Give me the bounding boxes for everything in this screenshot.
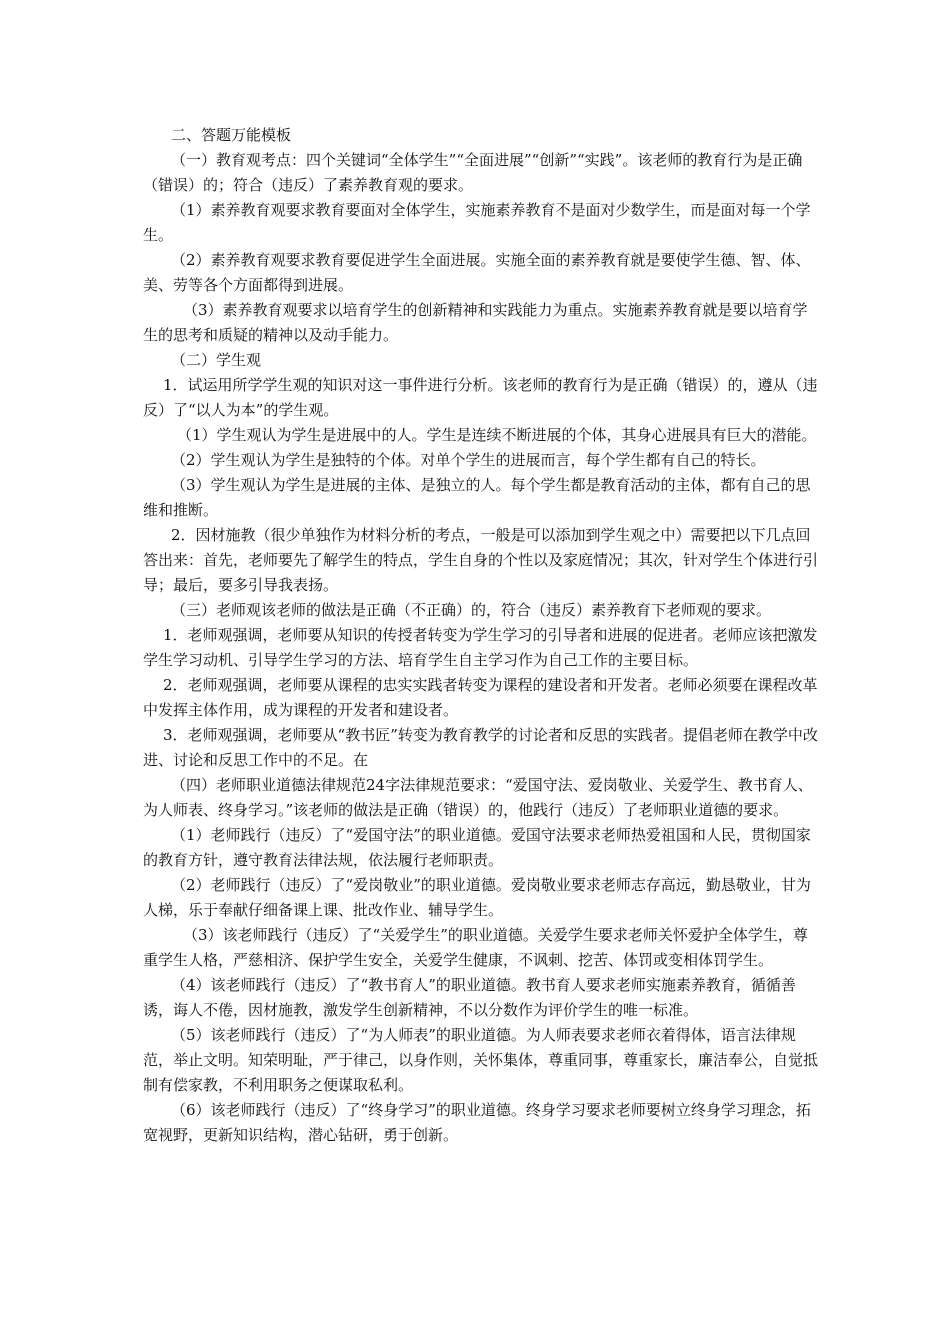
heading: 二、答题万能模板	[171, 126, 292, 144]
paragraph: （2）老师践行（违反）了“爱岗敬业”的职业道德。爱岗敬业要求老师志存高远，勤恳敬业，甘为人梯，乐于奉献仔细备课上课、批改作业、辅导学生。	[143, 876, 811, 919]
paragraph: （5）该老师践行（违反）了“为人师表”的职业道德。为人师表要求老师衣着得体，语言法律规范，举止文明。知荣明耻，严于律己，以身作则，关怀集体，尊重同事，尊重家长，廉洁奉公，自觉抵制有偿家教，不利用职务之便谋取私利。	[143, 1026, 819, 1094]
section-heading: （二）学生观	[171, 351, 262, 369]
paragraph: （1）老师践行（违反）了“爱国守法”的职业道德。爱国守法要求老师热爱祖国和人民，贯彻国家的教育方针，遵守教育法律法规，依法履行老师职责。	[143, 826, 811, 869]
paragraph: （三）老师观该老师的做法是正确（不正确）的，符合（违反）素养教育下老师观的要求。	[171, 601, 772, 619]
paragraph: （四）老师职业道德法律规范24字法律规范要求：“爱国守法、爱岗敬业、关爱学生、教书育人、为人师表、终身学习。”该老师的做法是正确（错误）的，他践行（违反）了老师职业道德的要求。	[143, 776, 813, 819]
paragraph: （1）学生观认为学生是进展中的人。学生是连续不断进展的个体，其身心进展具有巨大的潜能。	[177, 426, 817, 444]
paragraph: 3．老师观强调，老师要从“教书匠”转变为教育教学的讨论者和反思的实践者。提倡老师在教学中改进、讨论和反思工作中的不足。在	[143, 726, 818, 769]
paragraph: （3）该老师践行（违反）了“关爱学生”的职业道德。关爱学生要求老师关怀爱护全体学生，尊重学生人格，严慈相济、保护学生安全，关爱学生健康，不讽刺、挖苦、体罚或变相体罚学生。	[143, 926, 808, 969]
document-body	[0, 123, 950, 1148]
paragraph: （1）素养教育观要求教育要面对全体学生，实施素养教育不是面对少数学生，而是面对每一个学生。	[143, 201, 811, 244]
paragraph: （6）该老师践行（违反）了“终身学习”的职业道德。终身学习要求老师要树立终身学习理念，拓宽视野，更新知识结构，潜心钻研，勇于创新。	[143, 1101, 811, 1144]
paragraph: 1．老师观强调，老师要从知识的传授者转变为学生学习的引导者和进展的促进者。老师应该把激发学生学习动机、引导学生学习的方法、培育学生自主学习作为自己工作的主要目标。	[143, 626, 818, 669]
paragraph: （2）学生观认为学生是独特的个体。对单个学生的进展而言，每个学生都有自己的特长。	[171, 451, 766, 469]
paragraph: 2．老师观强调，老师要从课程的忠实实践者转变为课程的建设者和开发者。老师必须要在课程改革中发挥主体作用，成为课程的开发者和建设者。	[143, 676, 818, 719]
paragraph: 1．试运用所学学生观的知识对这一事件进行分析。该老师的教育行为是正确（错误）的，遵从（违反）了“以人为本”的学生观。	[143, 376, 818, 419]
paragraph: （4）该老师践行（违反）了“教书育人”的职业道德。教书育人要求老师实施素养教育，循循善诱，诲人不倦，因材施教，激发学生创新精神，不以分数作为评价学生的唯一标准。	[143, 976, 796, 1019]
paragraph: （2）素养教育观要求教育要促进学生全面进展。实施全面的素养教育就是要使学生德、智、体、美、劳等各个方面都得到进展。	[143, 251, 811, 294]
paragraph: （3）学生观认为学生是进展的主体、是独立的人。每个学生都是教育活动的主体，都有自己的思维和推断。	[143, 476, 811, 519]
paragraph: （3）素养教育观要求以培育学生的创新精神和实践能力为重点。实施素养教育就是要以培育学生的思考和质疑的精神以及动手能力。	[143, 301, 808, 344]
paragraph: 2．因材施教（很少单独作为材料分析的考点，一般是可以添加到学生观之中）需要把以下几点回答出来：首先，老师要先了解学生的特点，学生自身的个性以及家庭情况；其次，针对学生个体进行引导；最后，要多引导我表扬。	[143, 526, 819, 594]
paragraph: （一）教育观考点：四个关键词“全体学生”“全面进展”“创新”“实践”。该老师的教育行为是正确（错误）的；符合（违反）了素养教育观的要求。	[143, 151, 803, 194]
